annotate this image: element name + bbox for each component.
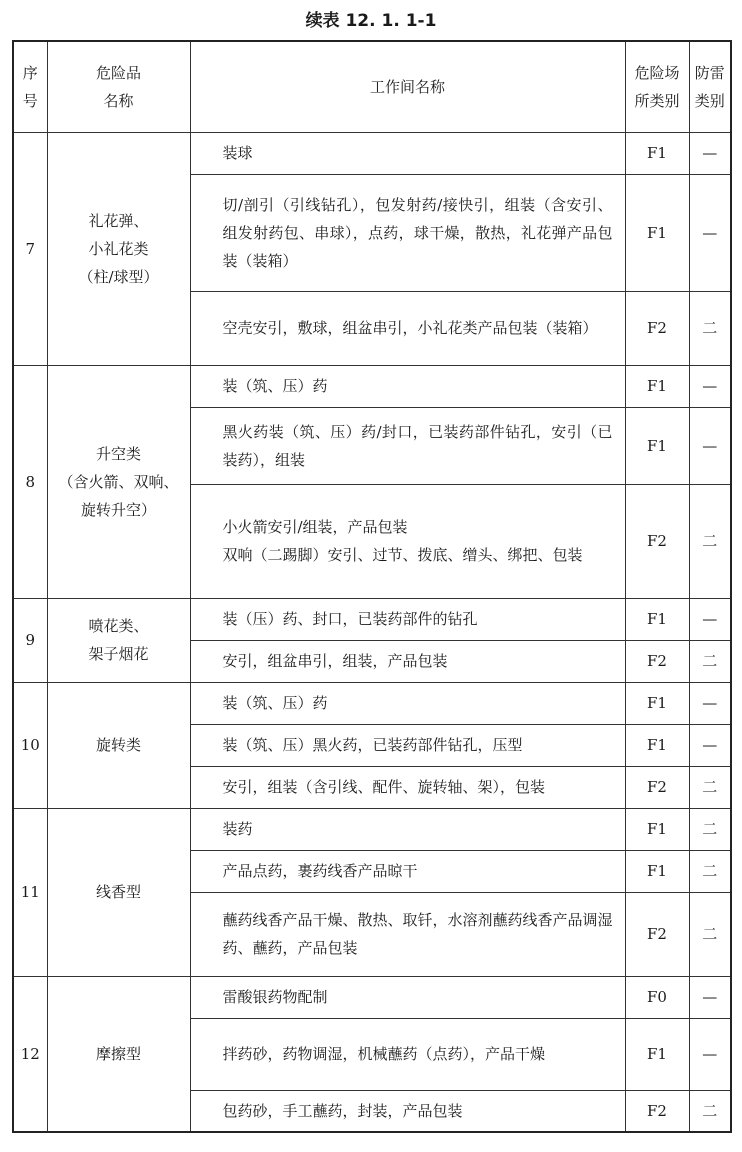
lightning-class: —: [689, 724, 731, 766]
workroom-text: 安引，组盆串引，组装，产品包装: [222, 652, 448, 670]
workroom-name: [190, 808, 625, 850]
zone-class: F1: [625, 682, 689, 724]
workroom-text: 安引，组装（含引线、配件、旋转轴、架），包装: [222, 778, 546, 796]
lightning-class: —: [689, 1018, 731, 1090]
zone-class: F1: [625, 365, 689, 407]
workroom-name: [190, 850, 625, 892]
lightning-class: —: [689, 598, 731, 640]
header-category-line1: 危险品: [95, 63, 141, 82]
item-number: 11: [13, 808, 47, 976]
lightning-class: —: [689, 365, 731, 407]
zone-class: F1: [625, 174, 689, 291]
workroom-text: 产品点药，裹药线香产品晾干: [222, 862, 418, 880]
workroom-name: [190, 484, 625, 598]
table-row: [13, 808, 731, 850]
header-zone-line2: 所类别: [634, 91, 680, 110]
header-category-line2: 名称: [103, 91, 134, 110]
hazard-category-line: 喷花类、: [88, 617, 149, 635]
lightning-class: —: [689, 132, 731, 174]
table-row: [13, 598, 731, 640]
hazard-category-line: 礼花弹、: [88, 211, 149, 230]
workroom-name: [190, 1090, 625, 1132]
table-row: [13, 132, 731, 174]
hazard-category-line: 升空类: [95, 444, 141, 463]
hazard-category: [47, 682, 190, 808]
zone-class: F2: [625, 291, 689, 365]
lightning-class: —: [689, 407, 731, 484]
zone-class: F2: [625, 640, 689, 682]
hazard-category-line: 线香型: [95, 883, 141, 901]
workroom-name: [190, 365, 625, 407]
workroom-text: 装（压）药、封口，已装药部件的钻孔: [222, 610, 478, 628]
header-zone-class: [625, 41, 689, 132]
workroom-text: 黑火药装（筑、压）药/封口，已装药部件钻孔，安引（已装药），组装: [222, 422, 613, 469]
lightning-class: 二: [689, 808, 731, 850]
workroom-text: 拌药砂，药物调湿，机械蘸药（点药），产品干燥: [222, 1045, 546, 1063]
workroom-name: [190, 598, 625, 640]
lightning-class: —: [689, 682, 731, 724]
lightning-class: 二: [689, 850, 731, 892]
table-row: [13, 365, 731, 407]
zone-class: F0: [625, 976, 689, 1018]
header-number-line1: 序: [22, 63, 38, 82]
workroom-text: 蘸药线香产品干燥、散热、取钎，水溶剂蘸药线香产品调湿药、蘸药，产品包装: [222, 911, 613, 957]
zone-class: F1: [625, 598, 689, 640]
zone-class: F2: [625, 766, 689, 808]
item-number: 8: [13, 365, 47, 598]
hazard-category-line: 摩擦型: [95, 1044, 141, 1063]
lightning-class: —: [689, 976, 731, 1018]
zone-class: F1: [625, 1018, 689, 1090]
lightning-class: 二: [689, 640, 731, 682]
table-row: [13, 976, 731, 1018]
header-number: [13, 41, 47, 132]
header-lightning-class: [689, 41, 731, 132]
hazard-category-line: 旋转类: [95, 736, 141, 754]
hazard-category-line: 旋转升空）: [80, 500, 156, 519]
hazard-category-line: 架子烟花: [88, 645, 149, 663]
workroom-text: 包药砂，手工蘸药，封装，产品包装: [222, 1101, 463, 1120]
workroom-name: [190, 640, 625, 682]
lightning-class: 二: [689, 484, 731, 598]
item-number: 10: [13, 682, 47, 808]
lightning-class: 二: [689, 766, 731, 808]
hazard-category: [47, 365, 190, 598]
workroom-name: [190, 976, 625, 1018]
workroom-text: 装球: [222, 144, 253, 162]
lightning-class: 二: [689, 291, 731, 365]
zone-class: F1: [625, 808, 689, 850]
header-lightning-line1: 防雷: [694, 63, 725, 82]
lightning-class: 二: [689, 1090, 731, 1132]
workroom-text: 雷酸银药物配制: [222, 988, 328, 1006]
workroom-name: [190, 724, 625, 766]
zone-class: F1: [625, 132, 689, 174]
header-zone-line1: 危险场: [634, 63, 680, 82]
workroom-name: [190, 766, 625, 808]
lightning-class: 二: [689, 892, 731, 976]
table-caption: 续表 12. 1. 1-1: [305, 11, 437, 31]
hazard-category: [47, 976, 190, 1132]
workroom-name: [190, 682, 625, 724]
zone-class: F2: [625, 892, 689, 976]
header-workroom-label: 工作间名称: [369, 77, 445, 96]
header-number-line2: 号: [22, 91, 38, 110]
workroom-text: 装（筑、压）黑火药，已装药部件钻孔，压型: [222, 736, 523, 754]
workroom-text: 切/剖引（引线钻孔），包发射药/接快引，组装（含安引、组发射药包、串球），点药，球干燥，散热，礼花弹产品包装（装箱）: [222, 195, 613, 270]
zone-class: F1: [625, 724, 689, 766]
lightning-class: —: [689, 174, 731, 291]
table-row: [13, 682, 731, 724]
workroom-name: [190, 892, 625, 976]
header-row: [13, 41, 731, 132]
hazard-category-line: （柱/球型）: [78, 267, 159, 286]
workroom-name: [190, 407, 625, 484]
item-number: 9: [13, 598, 47, 682]
workroom-name: [190, 1018, 625, 1090]
workroom-name: [190, 291, 625, 365]
header-category: [47, 41, 190, 132]
workroom-text: 双响（二踢脚）安引、过节、拨底、缯头、绑把、包装: [222, 546, 583, 564]
hazard-category-line: （含火箭、双响、: [58, 472, 179, 491]
workroom-name: [190, 132, 625, 174]
hazard-category: [47, 808, 190, 976]
hazard-category: [47, 598, 190, 682]
item-number: 7: [13, 132, 47, 365]
hazard-table: [12, 40, 732, 1133]
item-number: 12: [13, 976, 47, 1132]
zone-class: F2: [625, 1090, 689, 1132]
workroom-text: 装（筑、压）药: [222, 377, 328, 395]
header-workroom: [190, 41, 625, 132]
zone-class: F2: [625, 484, 689, 598]
workroom-text: 空壳安引，敷球，组盆串引，小礼花类产品包装（装箱）: [222, 319, 598, 337]
hazard-category: [47, 132, 190, 365]
workroom-text: 装药: [222, 820, 253, 838]
header-lightning-line2: 类别: [694, 91, 725, 110]
workroom-name: [190, 174, 625, 291]
workroom-text: 装（筑、压）药: [222, 694, 328, 712]
zone-class: F1: [625, 850, 689, 892]
zone-class: F1: [625, 407, 689, 484]
hazard-category-line: 小礼花类: [88, 239, 149, 258]
workroom-text: 小火箭安引/组装，产品包装: [222, 518, 408, 536]
